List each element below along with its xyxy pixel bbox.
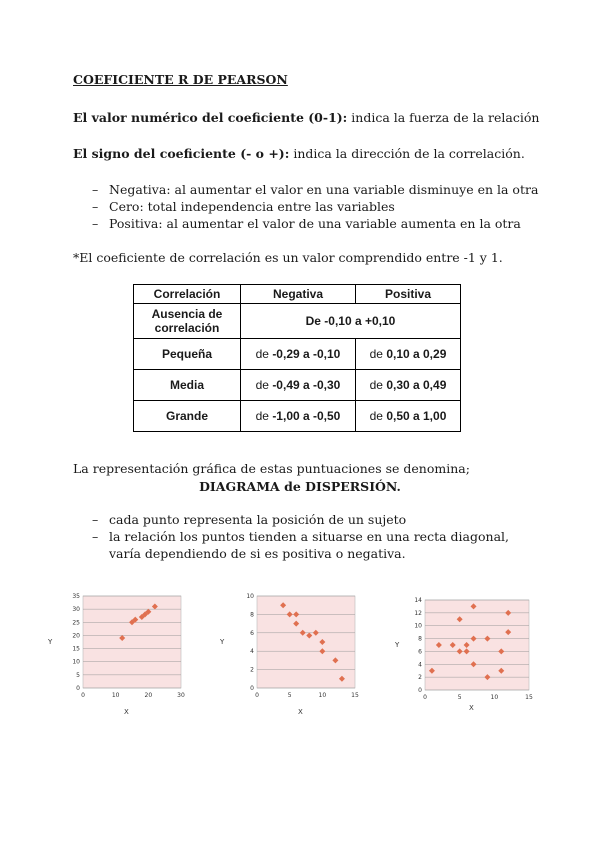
table-row: [134, 339, 461, 370]
scatter-chart-negative: [210, 588, 370, 720]
x-tick-label: 30: [177, 692, 185, 699]
x-axis-title: X: [298, 708, 303, 716]
y-tick-label: 8: [418, 635, 422, 643]
y-tick-label: 30: [72, 606, 80, 614]
range-note: *El coeficiente de correlación es un valor comprendido entre -1 y 1.: [73, 250, 503, 265]
y-tick-label: 6: [250, 629, 254, 637]
scatter-chart-positive: [38, 588, 198, 720]
plot-area: [83, 596, 181, 688]
x-tick-label: 15: [525, 694, 533, 701]
y-axis-title: Y: [395, 641, 400, 649]
x-tick-label: 5: [287, 692, 292, 699]
x-tick-label: 0: [255, 692, 259, 699]
table-cell: Grande: [134, 401, 241, 432]
graph-name: DIAGRAMA de DISPERSIÓN.: [199, 479, 401, 494]
scatter-svg: [210, 588, 370, 720]
x-tick-label: 10: [490, 694, 499, 701]
sign-term: El signo del coeficiente (- o +):: [73, 146, 290, 161]
table-cell: Ausencia de correlación: [134, 304, 241, 339]
y-tick-label: 12: [414, 609, 422, 617]
table-header: Correlación: [134, 285, 241, 304]
sign-paragraph: [73, 146, 525, 162]
scatter-chart-none: [385, 594, 545, 720]
x-tick-label: 20: [144, 692, 153, 699]
x-tick-label: 0: [81, 692, 85, 699]
sign-list: [92, 181, 538, 232]
table-header: Positiva: [356, 285, 461, 304]
table-row: [134, 370, 461, 401]
y-tick-label: 4: [418, 661, 422, 669]
correlation-table: [133, 284, 461, 432]
strength-term: El valor numérico del coeficiente (0-1):: [73, 110, 348, 125]
list-item: – Negativa: al aumentar el valor en una variable disminuye en la otra: [92, 182, 539, 197]
scatter-svg: [385, 594, 545, 720]
y-tick-label: 0: [250, 685, 254, 692]
table-cell: de -0,29 a -0,10: [241, 339, 356, 370]
list-item: – cada punto representa la posición de un sujeto: [92, 512, 407, 527]
list-item: – Positiva: al aumentar el valor de una variable aumenta en la otra: [92, 216, 521, 231]
y-tick-label: 10: [246, 593, 254, 600]
strength-paragraph: [73, 110, 539, 126]
graph-intro: La representación gráfica de estas puntuaciones se denomina;: [73, 461, 470, 476]
y-tick-label: 0: [76, 685, 80, 692]
table-cell: de -0,49 a -0,30: [241, 370, 356, 401]
scatter-svg: [38, 588, 198, 720]
y-tick-label: 20: [72, 632, 80, 640]
y-tick-label: 10: [72, 658, 80, 666]
y-tick-label: 0: [418, 687, 422, 694]
y-tick-label: 5: [76, 671, 80, 679]
plot-area: [257, 596, 355, 688]
x-tick-label: 10: [111, 692, 120, 699]
table-cell: De -0,10 a +0,10: [241, 304, 461, 339]
y-tick-label: 25: [72, 619, 80, 627]
x-axis-title: X: [124, 708, 129, 716]
table-cell: Pequeña: [134, 339, 241, 370]
table-row: [134, 304, 461, 339]
list-item: – la relación los puntos tienden a situarse en una recta diagonal, varía dependiendo de si es positiva o negativa.: [92, 529, 509, 561]
x-axis-title: X: [469, 704, 474, 712]
page-title: COEFICIENTE R DE PEARSON: [73, 72, 288, 87]
table-cell: de 0,50 a 1,00: [356, 401, 461, 432]
x-tick-label: 15: [351, 692, 359, 699]
sign-desc: indica la dirección de la correlación.: [289, 146, 525, 161]
table-cell: de -1,00 a -0,50: [241, 401, 356, 432]
strength-desc: indica la fuerza de la relación: [347, 110, 540, 125]
y-tick-label: 15: [72, 645, 80, 653]
y-tick-label: 6: [418, 648, 422, 656]
y-tick-label: 8: [250, 611, 254, 619]
x-tick-label: 0: [423, 694, 427, 701]
graph-list: [92, 511, 512, 562]
y-tick-label: 35: [72, 593, 80, 600]
y-tick-label: 14: [414, 597, 422, 604]
x-tick-label: 10: [318, 692, 327, 699]
y-axis-title: Y: [220, 638, 225, 646]
x-tick-label: 5: [457, 694, 462, 701]
table-header: Negativa: [241, 285, 356, 304]
table-cell: de 0,30 a 0,49: [356, 370, 461, 401]
y-axis-title: Y: [48, 638, 53, 646]
y-tick-label: 10: [414, 622, 422, 630]
table-row: [134, 401, 461, 432]
y-tick-label: 2: [418, 674, 422, 682]
table-cell: Media: [134, 370, 241, 401]
table-cell: de 0,10 a 0,29: [356, 339, 461, 370]
y-tick-label: 2: [250, 666, 254, 674]
table-header-row: [134, 285, 461, 304]
y-tick-label: 4: [250, 648, 254, 656]
list-item: – Cero: total independencia entre las variables: [92, 199, 395, 214]
